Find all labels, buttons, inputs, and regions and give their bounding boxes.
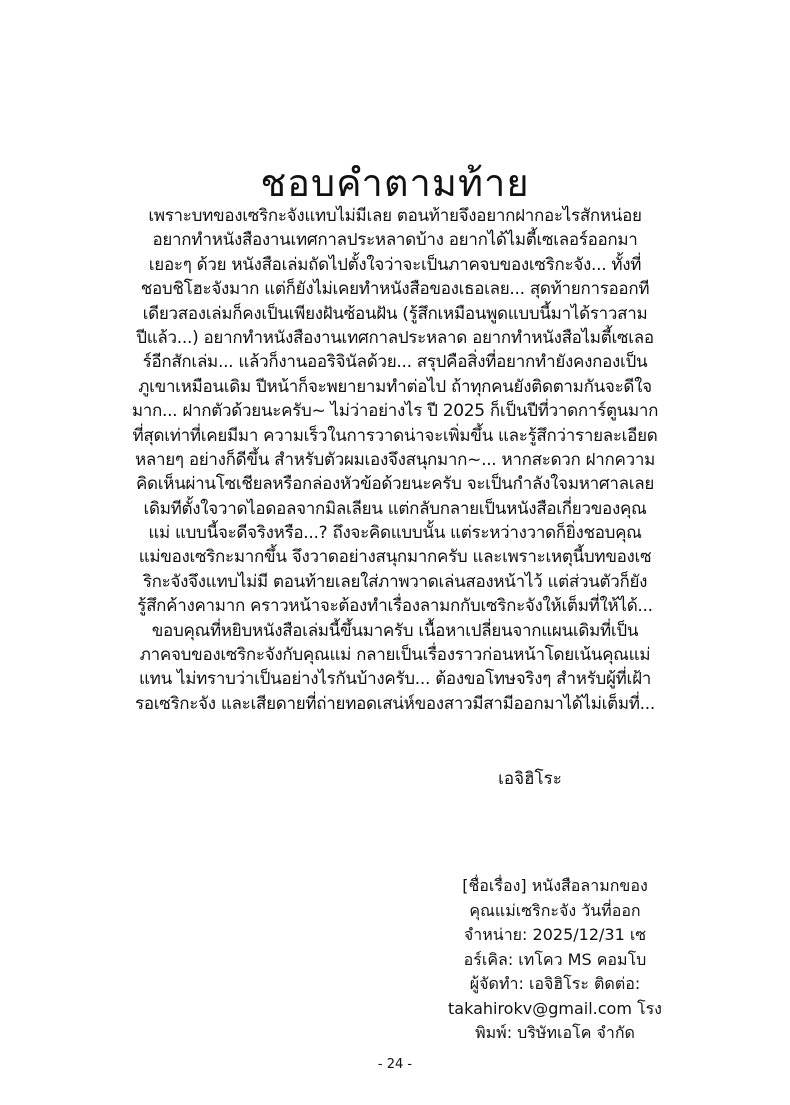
body-line: ชอบชิโฮะจังมาก แต่ก็ยังไม่เคยทำหนังสือของเธอเลย... สุดท้ายการออกที (140, 279, 650, 300)
body-line: คิดเห็นผ่านโซเชียลหรือกล่องหัวข้อด้วยนะครับ จะเป็นกำลังใจมหาศาลเลย (135, 474, 655, 495)
body-line: ขอบคุณที่หยิบหนังสือเล่มนี้ขึ้นมาครับ เนื้อหาเปลี่ยนจากแผนเดิมที่เป็น (151, 620, 639, 641)
colophon-line: อร์เคิล: เทโคว MS คอมโบ (463, 949, 647, 969)
body-line: ร์อีกสักเล่ม... แล้วก็งานออริจินัลด้วย... สรุปคือสิ่งที่อยากทำยังคงกองเป็น (142, 352, 648, 373)
colophon-line: จำหน่าย: 2025/12/31 เซ (463, 925, 647, 944)
body-line: ภูเขาเหมือนเดิม ปีหน้าก็จะพยายามทำต่อไป ถ้าทุกคนยังติดตามกันจะดีใจ (138, 376, 652, 397)
colophon-line: ผู้จัดทำ: เอจิฮิโระ ติดต่อ: (469, 974, 641, 993)
body-line: แทน ไม่ทราบว่าเป็นอย่างไรกันบ้างครับ... ต้องขอโทษจริงๆ สำหรับผู้ที่เฝ้า (139, 669, 651, 690)
body-line: รู้สึกค้างคามาก คราวหน้าจะต้องทำเรื่องลามกกับเซริกะจังให้เต็มที่ให้ได้... (137, 596, 653, 617)
body-line: ปีแล้ว...) อยากทำหนังสืองานเทศกาลประหลาด อยากทำหนังสือไมตี้เซเลอ (136, 327, 654, 348)
body-line: แม่ของเซริกะมากขึ้น จึงวาดอย่างสนุกมากครับ และเพราะเหตุนี้บทของเซ (138, 547, 652, 568)
body-line: เยอะๆ ด้วย หนังสือเล่มถัดไปตั้งใจว่าจะเป็นภาคจบของเซริกะจัง... ทั้งที่ (148, 254, 642, 275)
author-signature: เอจิฮิโระ (498, 769, 562, 789)
colophon-line: takahirokv@gmail.com โรง (448, 998, 662, 1018)
body-line: เดียวสองเล่มก็คงเป็นเพียงฝันซ้อนฝัน (รู้สึกเหมือนพูดแบบนี้มาได้ราวสาม (142, 303, 648, 324)
body-line: รอเซริกะจัง และเสียดายที่ถ่ายทอดเสน่ห์ของสาวมีสามีออกมาได้ไม่เต็มที่... (134, 693, 655, 714)
body-line: หลายๆ อย่างก็ดีขึ้น สำหรับตัวผมเองจึงสนุกมาก~... หากสะดวก ฝากความ (134, 449, 656, 470)
body-line: เพราะบทของเซริกะจังแทบไม่มีเลย ตอนท้ายจึงอยากฝากอะไรสักหน่อย (148, 206, 642, 226)
body-line: แม่ แบบนี้จะดีจริงหรือ...? ถึงจะคิดแบบนั้น แต่ระหว่างวาดก็ยิ่งชอบคุณ (148, 523, 642, 544)
body-line: ริกะจังจึงแทบไม่มี ตอนท้ายเลยใส่ภาพวาดเล่นสองหน้าไว้ แต่ส่วนตัวก็ยัง (142, 571, 648, 592)
body-line: เดิมทีตั้งใจวาดไอดอลจากมิลเลียน แต่กลับกลายเป็นหนังสือเกี่ยวของคุณ (143, 498, 647, 519)
afterword-body (70, 204, 720, 716)
page-title: ชอบคำตามท้าย (260, 161, 530, 206)
colophon-line: คุณแม่เซริกะจัง วันที่ออก (469, 900, 641, 920)
page-number: - 24 - (377, 1057, 413, 1072)
body-line: ภาคจบของเซริกะจังกับคุณแม่ กลายเป็นเรื่องราวก่อนหน้าโดยเน้นคุณแม่ (139, 645, 651, 666)
body-line: มาก... ฝากตัวด้วยนะครับ~ ไม่ว่าอย่างไร ปี 2025 ก็เป็นปีที่วาดการ์ตูนมาก (131, 401, 659, 422)
colophon-line: พิมพ์: บริษัทเอโค จำกัด (475, 1023, 635, 1042)
body-line: อยากทำหนังสืองานเทศกาลประหลาดบ้าง อยากได้ไมตี้เซเลอร์ออกมา (152, 230, 638, 251)
colophon (420, 874, 690, 1046)
colophon-line: [ชื่อเรื่อง] หนังสือลามกของ (462, 876, 648, 895)
body-line: ที่สุดเท่าที่เคยมีมา ความเร็วในการวาดน่าจะเพิ่มขึ้น และรู้สึกว่ารายละเอียด (132, 425, 658, 446)
